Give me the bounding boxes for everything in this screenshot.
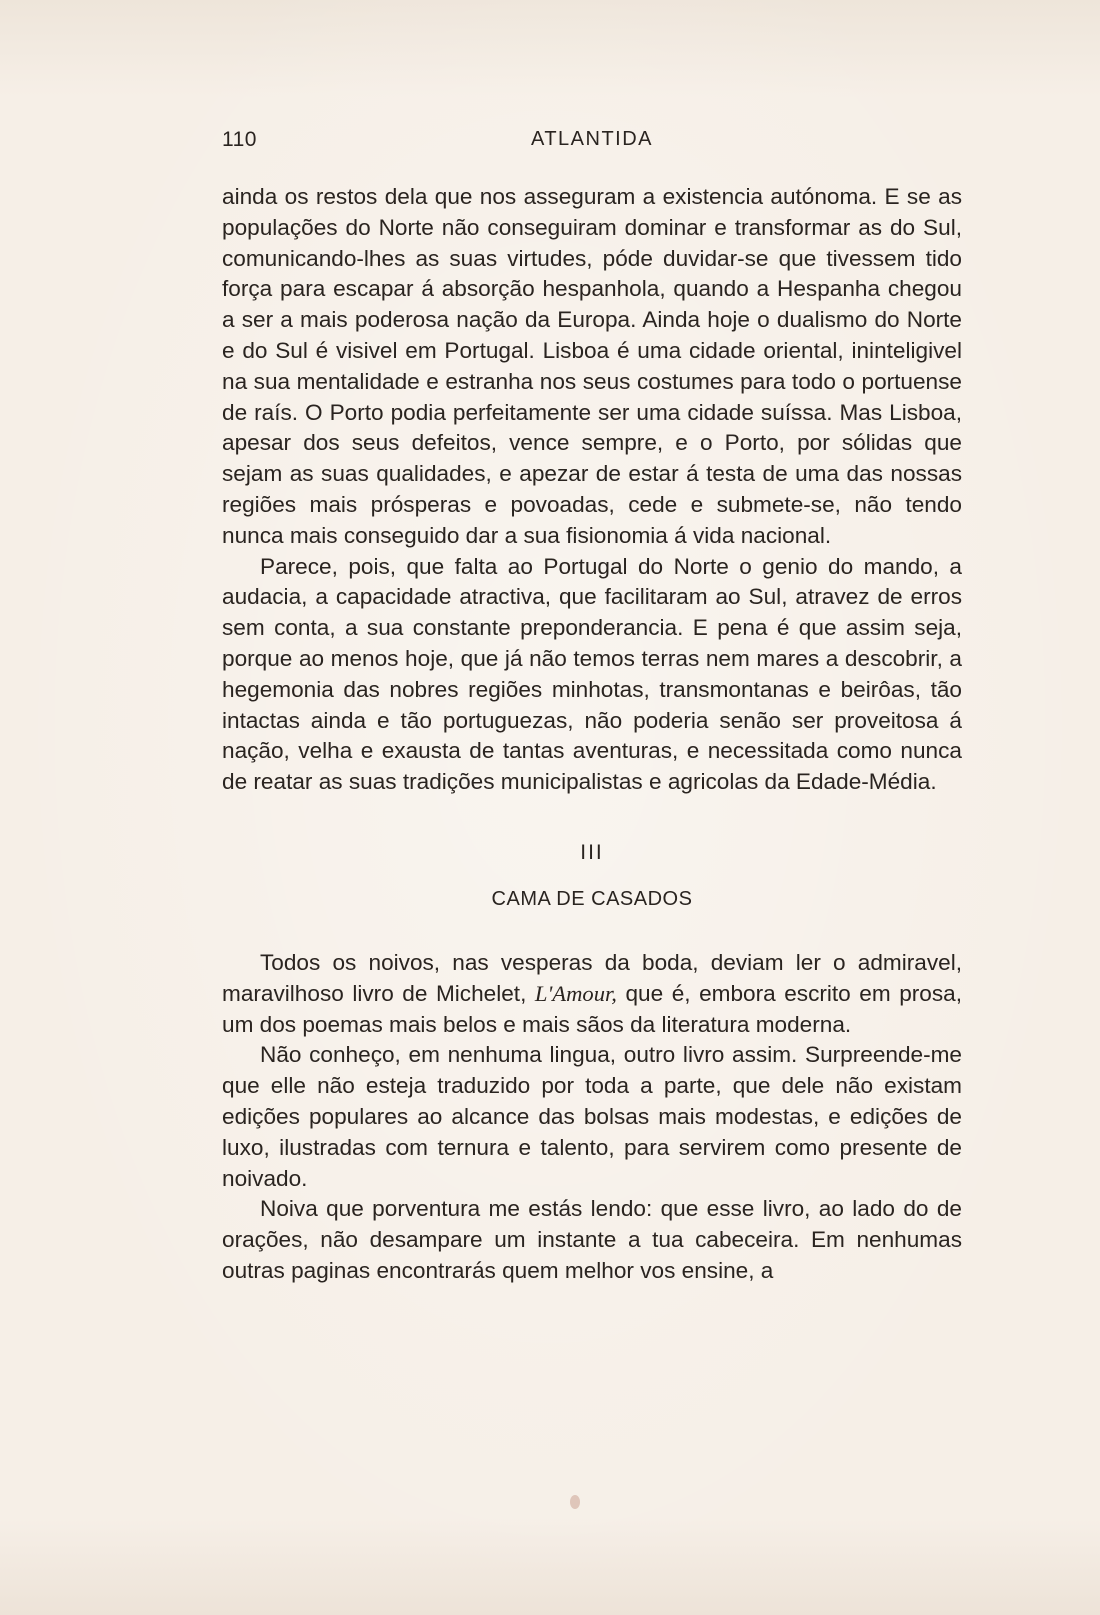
running-title: ATLANTIDA — [530, 128, 654, 150]
running-head — [222, 128, 962, 158]
section-title: CAMA DE CASADOS — [491, 887, 693, 910]
paragraph-michelet-text-a: Todos os noivos, nas vesperas da boda, deviam ler o admiravel, maravilhoso livro de Michelet, — [222, 949, 962, 1006]
paragraph-michelet — [222, 948, 962, 1040]
book-title-lamour: L'Amour, — [534, 980, 617, 1006]
paragraph-noiva: Noiva que porventura me estás lendo: que esse livro, ao lado do de orações, não desampare um instante a tua cabeceira. Em nenhumas outras paginas encontrarás quem melhor vos ensine, a — [222, 1196, 962, 1283]
page-number: 110 — [222, 128, 257, 151]
paragraph-no-other-book: Não conheço, em nenhuma lingua, outro livro assim. Surpreende-me que elle não esteja traduzido por toda a parte, que dele não existam edições populares ao alcance das bolsas mais modestas, e edições de luxo, ilustradas com ternura e talento, para servirem como presente de noivado. — [222, 1042, 962, 1191]
paragraph-north-south: Parece, pois, que falta ao Portugal do Norte o genio do mando, a audacia, a capacidade atractiva, que facilitaram ao Sul, atravez de erros sem conta, a sua constante preponderancia. E pena é que assim seja, porque ao menos hoje, que já não temos terras nem mares a descobrir, a hegemonia das nobres regiões minhotas, transmontanas e beirôas, tão intactas ainda e tão portuguezas, não poderia senão ser proveitosa á nação, velha e exausta de tantas aventuras, e necessitada como nunca de reatar as suas tradições municipalistas e agricolas da Edade-Média. — [222, 553, 962, 795]
paper-smudge — [570, 1495, 580, 1509]
paragraph-michelet-text-b: que é, embora escrito em prosa, um dos poemas mais belos e mais sãos da literatura moderna. — [222, 980, 962, 1037]
paragraph-continued: ainda os restos dela que nos asseguram a existencia autónoma. E se as populações do Norte não conseguiram dominar e transformar as do Sul, comunicando-lhes as suas virtudes, póde duvidar-se que tivessem tido força para escapar á absorção hespanhola, quando a Hespanha chegou a ser a mais poderosa nação da Europa. Ainda hoje o dualismo do Norte e do Sul é visivel em Portugal. Lisboa é uma cidade oriental, ininteligivel na sua mentalidade e estranha nos seus costumes para todo o portuense de raís. O Porto podia perfeitamente ser uma cidade suíssa. Mas Lisboa, apesar dos seus defeitos, vence sempre, e o Porto, por sólidas que sejam as suas qualidades, e apezar de estar á testa de uma das nossas regiões mais prósperas e povoadas, cede e submete-se, não tendo nunca mais conseguido dar a sua fisionomia á vida nacional. — [222, 184, 962, 548]
section-number: III — [580, 840, 604, 864]
text-block — [222, 182, 962, 1287]
